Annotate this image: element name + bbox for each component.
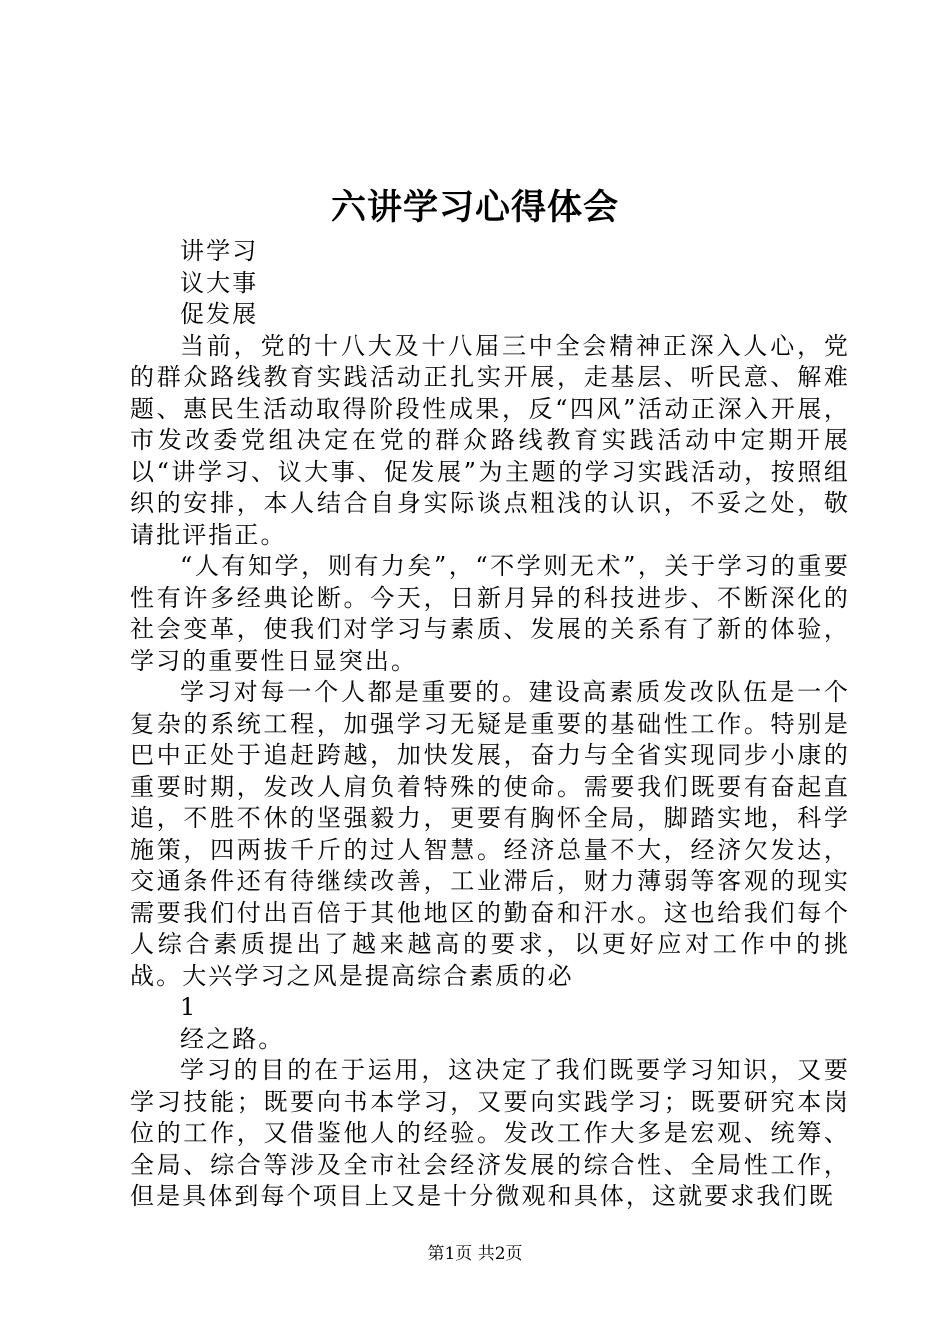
page-footer: 第1页 共2页 <box>427 1244 523 1264</box>
body-paragraph: 学习的目的在于运用，这决定了我们既要学习知识，又要学习技能；既要向书本学习，又要向实践学习；既要研究本岗位的工作，又借鉴他人的经验。发改工作大多是宏观、统筹、全局、综合等涉及全市社会经济发展的综合性、全局性工作，但是具体到每个项目上又是十分微观和具体，这就要求我们既 <box>130 1056 850 1210</box>
subtitle-line: 促发展 <box>180 300 259 328</box>
body-paragraph: 经之路。 <box>180 1024 285 1053</box>
body-paragraph: “人有知学，则有力矣”，“不学则无术”，关于学习的重要性有许多经典论断。今天，日新月异的科技进步、不断深化的社会变革，使我们对学习与素质、发展的关系有了新的体验，学习的重要性日显突出。 <box>130 552 850 675</box>
document-title: 六讲学习心得体会 <box>330 187 619 228</box>
subtitle-line: 讲学习 <box>180 237 259 265</box>
body-paragraph: 学习对每一个人都是重要的。建设高素质发改队伍是一个复杂的系统工程，加强学习无疑是重要的基础性工作。特别是巴中正处于追赶跨越，加快发展，奋力与全省实现同步小康的重要时期，发改人肩负着特殊的使命。需要我们既要有奋起直追，不胜不休的坚强毅力，更要有胸怀全局，脚踏实地，科学施策，四两拔千斤的过人智慧。经济总量不大，经济欠发达，交通条件还有待继续改善，工业滞后，财力薄弱等客观的现实需要我们付出百倍于其他地区的勤奋和汗水。这也给我们每个人综合素质提出了越来越高的要求，以更好应对工作中的挑战。大兴学习之风是提高综合素质的必 <box>130 678 850 990</box>
subtitle-line: 议大事 <box>180 268 259 297</box>
inline-page-number: 1 <box>180 993 196 1021</box>
body-paragraph: 当前，党的十八大及十八届三中全会精神正深入人心，党的群众路线教育实践活动正扎实开展，走基层、听民意、解难题、惠民生活动取得阶段性成果，反“四风”活动正深入开展，市发改委党组决定在党的群众路线教育实践活动中定期开展以“讲学习、议大事、促发展”为主题的学习实践活动，按照组织的安排，本人结合自身实际谈点粗浅的认识，不妥之处，敬请批评指正。 <box>130 331 850 549</box>
document-body <box>130 236 850 1213</box>
